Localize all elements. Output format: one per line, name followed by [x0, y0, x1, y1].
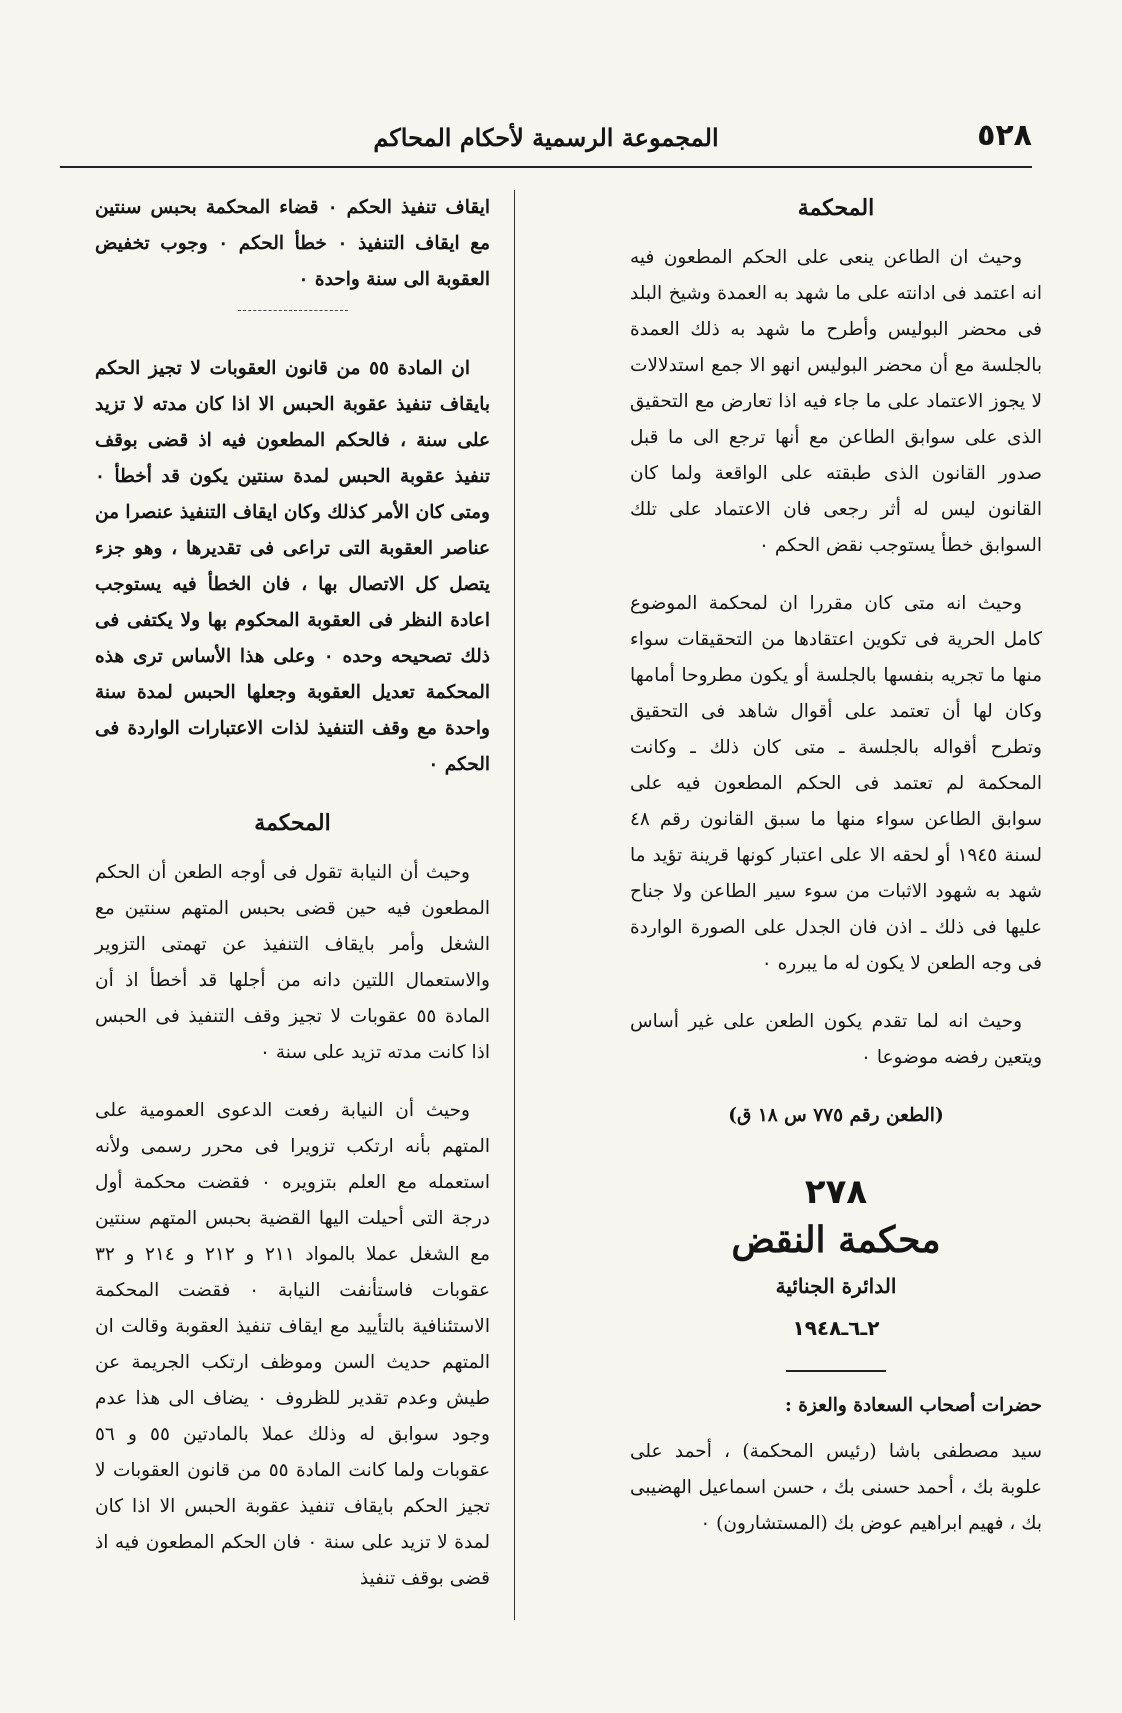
running-title: المجموعة الرسمية لأحكام المحاكم [373, 122, 719, 152]
page-number: ٥٢٨ [977, 118, 1032, 153]
section-heading-court: المحكمة [254, 810, 331, 836]
dashed-separator [238, 310, 348, 311]
legal-principle: ان المادة ٥٥ من قانون العقوبات لا تجيز الحكم بايقاف تنفيذ عقوبة الحبس الا اذا كان مدته لا تزيد على سنة ، فالحكم المطعون فيه اذ قضى بوقف تنفيذ عقوبة الحبس لمدة سنتين يكون قد أخطأ ٠ ومتى كان الأمر كذلك وكان ايقاف التنفيذ عنصرا من عناصر العقوبة التى تراعى فى تقديرها ، وهو جزء يتصل كل الاتصال بها ، فان الخطأ فيه يستوجب اعادة النظر فى العقوبة المحكوم بها ولا يكتفى فى ذلك تصحيحه وحده ٠ وعلى هذا الأساس ترى هذه المحكمة تعديل العقوبة وجعلها الحبس لمدة سنة واحدة مع وقف التنفيذ لذات الاعتبارات الواردة فى الحكم ٠ [95, 358, 491, 775]
section-heading-court: المحكمة [797, 195, 875, 221]
case-summary: ايقاف تنفيذ الحكم ٠ قضاء المحكمة بحبس سنتين مع ايقاف التنفيذ ٠ خطأ الحكم ٠ وجوب تخفيض العقوبة الى سنة واحدة ٠ [95, 197, 490, 290]
paragraph: وحيث ان الطاعن ينعى على الحكم المطعون فيه انه اعتمد فى ادانته على ما شهد به العمدة وشيخ البلد فى محضر البوليس وأطرح ما شهد به ذلك العمدة بالجلسة مع أن محضر البوليس انهو الا جمع استدلالات لا يجوز الاعتماد على ما جاء فيه اذا تعارض مع التحقيق الذى على سوابق الطاعن مع أنها ترجع الى ما قبل صدور القانون الذى طبقته على الواقعة ولما كان القانون ليس له أثر رجعى فان الاعتماد على تلك السوابق خطأ يستوجب نقض الحكم ٠ [630, 247, 1042, 556]
column-divider [514, 190, 515, 1620]
paragraph: وحيث أن النيابة تقول فى أوجه الطعن أن الحكم المطعون فيه حين قضى بحبس المتهم سنتين مع الشغل وأمر بايقاف التنفيذ عن تهمتى التزوير والاستعمال اللتين دانه من أجلها قد أخطأ اذ أن المادة ٥٥ عقوبات لا تجيز وقف التنفيذ فى الحبس اذا كانت مدته تزيد على سنة ٠ [95, 862, 490, 1063]
header-rule [60, 166, 1032, 168]
case-date: ٢ـ٦ـ١٩٤٨ [792, 1316, 880, 1340]
circuit-name: الدائرة الجنائية [775, 1274, 897, 1298]
divider-rule [786, 1370, 886, 1372]
court-name: محكمة النقض [731, 1219, 941, 1261]
page-header [60, 112, 1032, 162]
bench-intro: حضرات أصحاب السعادة والعزة : [785, 1395, 1042, 1416]
paragraph: وحيث انه متى كان مقررا ان لمحكمة الموضوع كامل الحرية فى تكوين اعتقادها من التحقيقات سواء منها ما تجريه بنفسها بالجلسة أو يكون مطروحا أمامها وكان لها أن تعتمد على أقوال شاهد فى التحقيق وتطرح أقواله بالجلسة ـ متى كان ذلك ـ وكانت المحكمة لم تعتمد فى الحكم المطعون فيه على سوابق الطاعن سواء منها ما سبق القانون رقم ٤٨ لسنة ١٩٤٥ أو لحقه الا على اعتبار كونها قرينة تؤيد ما شهد به شهود الاثبات من سوء سير الطاعن ولا جناح عليها فى ذلك ـ اذن فان الجدل على الصورة الواردة فى وجه الطعن لا يكون له ما يبرره ٠ [630, 593, 1042, 974]
paragraph: وحيث أن النيابة رفعت الدعوى العمومية على المتهم بأنه ارتكب تزويرا فى محرر رسمى ولأنه استعمله مع العلم بتزويره ٠ فقضت محكمة أول درجة التى أحيلت اليها القضية بحبس المتهم سنتين مع الشغل عملا بالمواد ٢١١ و ٢١٢ و ٢١٤ و ٣٢ عقوبات فاستأنفت النيابة ٠ فقضت المحكمة الاستئنافية بالتأييد مع ايقاف تنفيذ العقوبة وقالت ان المتهم حديث السن وموظف ارتكب الجريمة عن طيش وعدم تقدير للظروف ٠ يضاف الى هذا عدم وجود سوابق له وذلك عملا بالمادتين ٥٥ و ٥٦ عقوبات ولما كانت المادة ٥٥ من قانون العقوبات لا تجيز الحكم بايقاف تنفيذ عقوبة الحبس الا اذا كان لمدة لا تزيد على سنة ٠ فان الحكم المطعون فيه اذ قضى بوقف تنفيذ [95, 1100, 491, 1589]
appeal-citation: (الطعن رقم ٧٧٥ س ١٨ ق) [728, 1105, 944, 1126]
paragraph: وحيث انه لما تقدم يكون الطعن على غير أساس ويتعين رفضه موضوعا ٠ [630, 1011, 1042, 1068]
bench-members: سيد مصطفى باشا (رئيس المحكمة) ، أحمد على علوبة بك ، أحمد حسنى بك ، حسن اسماعيل الهضيبى بك ، فهيم ابراهيم عوض بك (المستشارون) ٠ [630, 1441, 1042, 1534]
case-number: ٢٧٨ [804, 1172, 868, 1212]
right-column [630, 190, 1042, 1542]
left-column [95, 190, 490, 1619]
